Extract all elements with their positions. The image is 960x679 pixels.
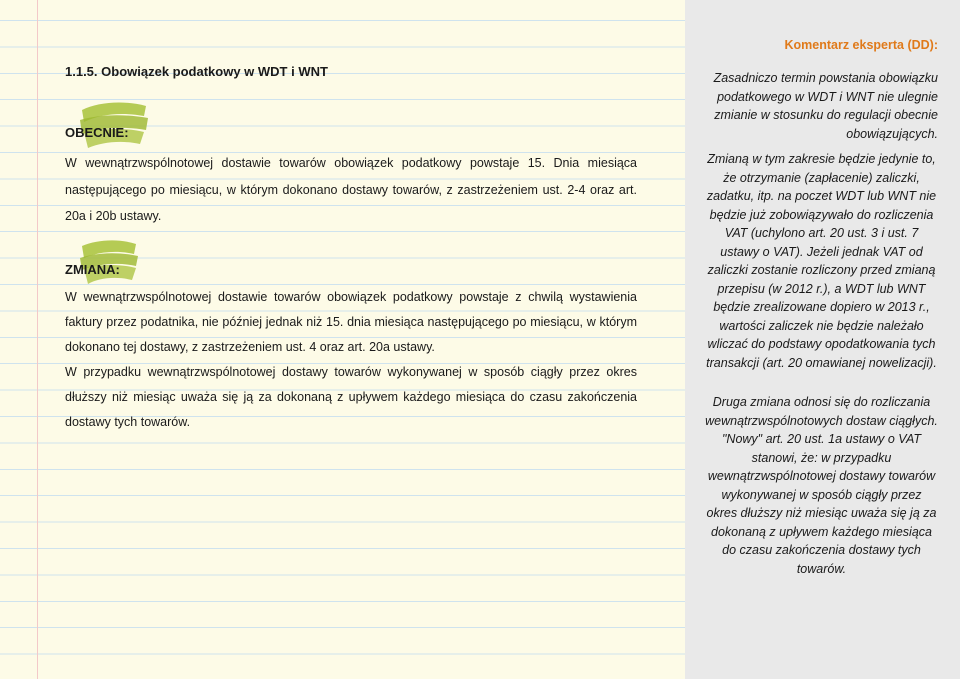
section-title: 1.1.5. Obowiązek podatkowy w WDT i WNT <box>65 64 328 79</box>
expert-comment-paragraph-3: Druga zmiana odnosi się do rozliczania wewnątrzwspólnotowych dostaw ciągłych. "Nowy" art. 20 ust. 1a ustawy o VAT stanowi, że: w przypadku wewnątrzwspólnotowej dostawy towarów wykonywanej w sposób ciągły przez okres dłuższy niż miesiąc uważa się ją za dokonaną z upływem każdego miesiąca do czasu zakończenia dostawy tych towarów. <box>705 395 938 576</box>
label-obecnie: OBECNIE: <box>65 125 129 140</box>
change-rule-paragraph-2: W przypadku wewnątrzwspólnotowej dostawy towarów wykonywanej w sposób ciągły przez okres dłuższy niż miesiąc uważa się ją za dokonaną z upływem każdego miesiąca do czasu zakończenia dostawy tych towarów. <box>65 365 637 429</box>
change-rule-text <box>65 285 637 435</box>
change-rule-paragraph-1: W wewnątrzwspólnotowej dostawie towarów obowiązek podatkowy powstaje z chwilą wystawienia faktury przez podatnika, nie później jednak niż 15. dnia miesiąca następującego po miesiącu, w którym dokonano tej dostawy, z zastrzeżeniem ust. 4 oraz art. 20a ustawy. <box>65 290 637 354</box>
expert-comment-heading: Komentarz eksperta (DD): <box>784 38 938 52</box>
expert-comment-sidebar <box>685 0 960 679</box>
expert-comment-paragraph-2: Zmianą w tym zakresie będzie jedynie to, że otrzymanie (zapłacenie) zaliczki, zadatku, itp. na poczet WDT lub WNT nie będzie już zobowiązywało do rozliczenia VAT (uchylono art. 20 ust. 3 i ust. 7 ustawy o VAT). Jeżeli jednak VAT od zaliczki zostanie rozliczony przed zmianą przepisu (w 2012 r.), a WDT lub WNT będzie zrealizowane dopiero w 2013 r., wartości zaliczek nie będzie należało wliczać do podstawy opodatkowania tych transakcji (art. 20 omawianej nowelizacji). <box>706 152 937 370</box>
current-rule-text: W wewnątrzwspólnotowej dostawie towarów obowiązek podatkowy powstaje 15. Dnia miesiąca następującego po miesiącu, w którym dokonano dostawy towarów, z zastrzeżeniem ust. 2-4 oraz art. 20a i 20b ustawy. <box>65 156 637 223</box>
label-zmiana: ZMIANA: <box>65 262 120 277</box>
expert-comment-paragraph-1: Zasadniczo termin powstania obowiązku podatkowego w WDT i WNT nie ulegnie zmianie w stosunku do regulacji obecnie obowiązujących. <box>713 71 938 141</box>
margin-line <box>37 0 38 679</box>
